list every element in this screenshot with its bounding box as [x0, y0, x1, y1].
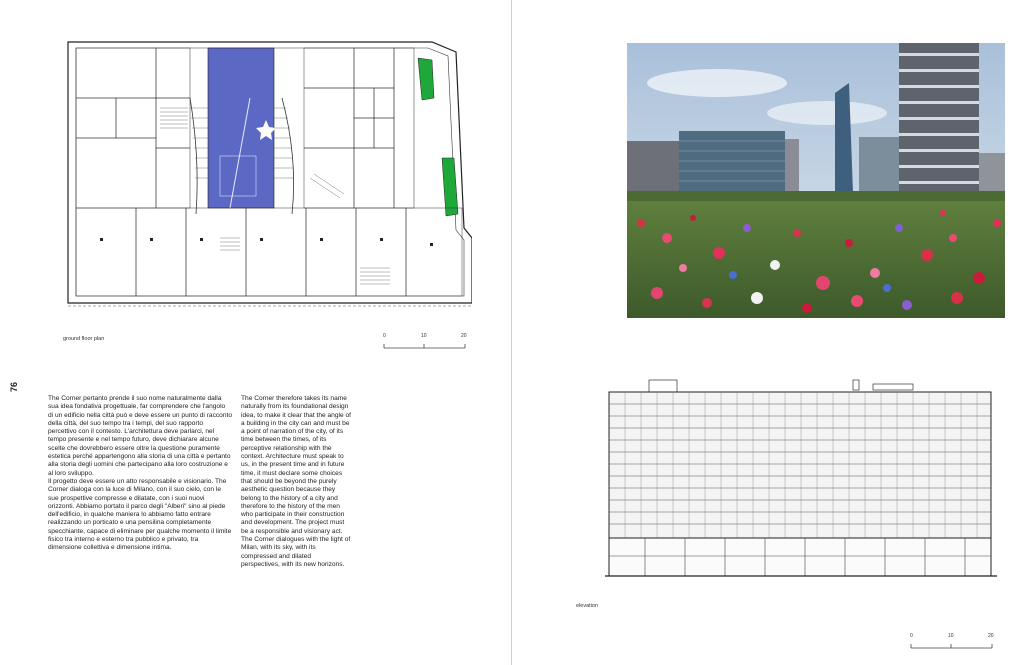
plan-scale-bar	[383, 333, 467, 349]
english-text-column	[241, 395, 351, 569]
scale-label-20: 20	[461, 333, 467, 339]
scale-bar-graphic	[383, 341, 467, 349]
english-paragraph: The Corner therefore takes its name naturally from its foundational design idea, to make it clear that the angle of a building in the city can and must be a point of narration of the city, of its time between the times, of its perceptive relationship with the context. Architecture must speak to us, in the present time and in future time, it must declare some choices that should be beyond the purely aesthetic question because they belong to the history of a city and therefore to the history of the men who participate in their construction and development. The project must be a responsible and visionary act. The Corner dialogues with the light of Milan, with its sky, with its compressed and dilated perspectives, with its new horizons.	[241, 395, 351, 568]
scale-label-10: 10	[948, 633, 954, 639]
meadow-city-photo	[627, 43, 1005, 318]
elevation-scale-bar	[910, 633, 994, 649]
italian-paragraph-2: Il progetto deve essere un atto responsabile e visionario. The Corner dialoga con la luce di Milano, con il suo cielo, con le sue prospettive compresse e dilatate, con i suoi nuovi orizzonti. Abbiamo portato il parco degli "Alberi" sino al piede dell'edificio, in qualche maniera lo abbiamo fatto entrare realizzando un porticato e una pensilina completamente specchiante, capace di eliminare per qualche momento il limite fisico tra interno e esterno tra pubblico e privato, tra dimensione collettiva e dimensione intima.	[48, 477, 232, 552]
page-gutter	[511, 0, 512, 665]
italian-text-column	[48, 395, 232, 553]
building-elevation-drawing	[605, 378, 997, 586]
scale-bar-graphic	[910, 641, 994, 649]
scale-label-20: 20	[988, 633, 994, 639]
italian-paragraph-1: The Corner pertanto prende il suo nome naturalmente dalla sua idea fondativa progettuale, far comprendere che l'angolo di un edificio nella città può e deve essere un punto di racconto della città, del suo tempo tra i tempi, del suo rapporto percettivo con il contesto. L'architettura deve parlarci, nel tempo presente e nel tempo futuro, deve dichiarare alcune scelte che dovrebbero essere oltre la questione puramente estetica perché appartengono alla storia di una città e pertanto alla storia degli uomini che partecipano alla loro costruzione e al loro sviluppo.	[48, 395, 233, 477]
scale-label-10: 10	[421, 333, 427, 339]
plan-caption: ground floor plan	[63, 336, 105, 342]
scale-label-0: 0	[383, 333, 386, 339]
scale-label-0: 0	[910, 633, 913, 639]
elevation-caption: elevation	[576, 603, 599, 609]
ground-floor-plan-drawing	[60, 38, 472, 310]
page-number: 76	[9, 381, 19, 392]
